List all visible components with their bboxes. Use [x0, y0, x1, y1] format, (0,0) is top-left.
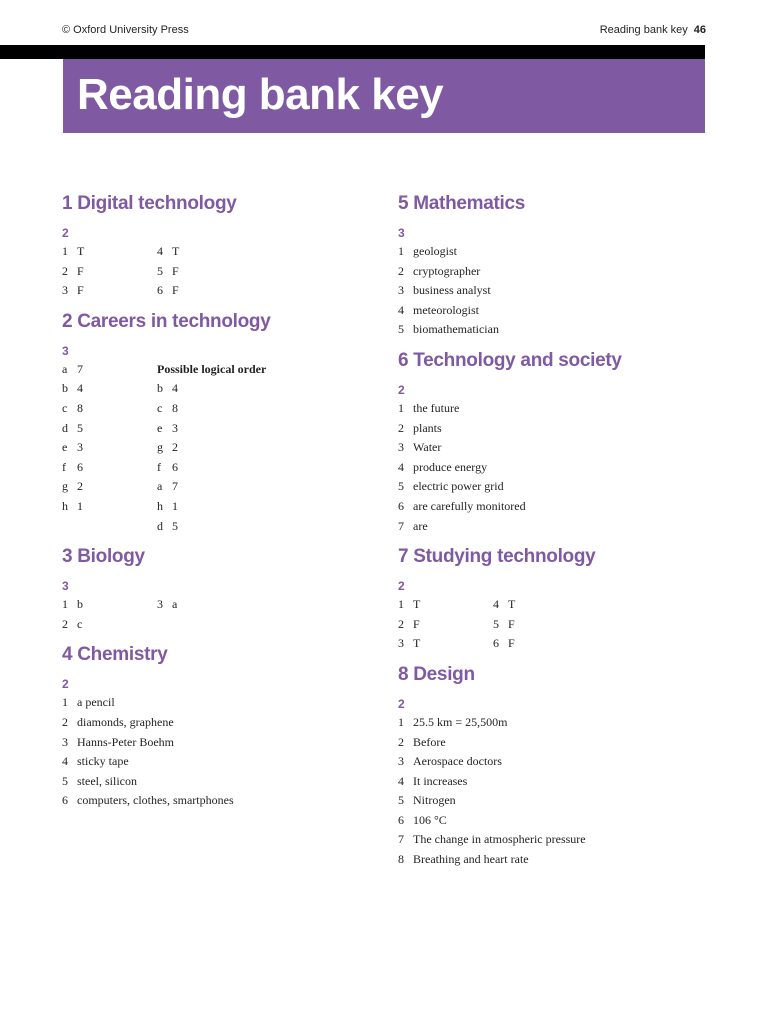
answer-text: Hanns-Peter Boehm: [77, 734, 174, 749]
answer-row: [62, 379, 362, 399]
item-number: 2: [62, 714, 68, 729]
answer-text: cryptographer: [413, 263, 481, 278]
copyright-notice: © Oxford University Press: [62, 24, 189, 36]
item-number: 5: [62, 773, 68, 788]
item-number: 1: [398, 714, 404, 729]
item-number: 3: [398, 283, 404, 298]
item-number: 1: [62, 244, 68, 258]
item-number: f: [62, 459, 66, 474]
answer-text: b: [77, 597, 83, 612]
answer-list: [398, 713, 698, 870]
answer-text: T: [172, 244, 180, 258]
order-heading: Possible logical order: [157, 361, 267, 376]
answer-text: meteorologist: [413, 302, 479, 317]
item-number: b: [157, 381, 163, 396]
second-column: [493, 595, 515, 615]
answer-text: T: [413, 636, 421, 651]
item-number: 6: [62, 793, 68, 808]
section-title: 7 Studying technology: [398, 546, 596, 568]
answer-text: 4: [77, 381, 83, 396]
exercise-number: 2: [62, 226, 69, 240]
answer-text: F: [508, 616, 515, 631]
answer-text: F: [77, 283, 84, 298]
answer-text: Nitrogen: [413, 793, 456, 808]
answer-text: 4: [172, 381, 178, 396]
answer-list: [62, 693, 362, 811]
answer-row: [62, 693, 362, 713]
section-studying-technology: [398, 546, 698, 654]
section-title: 2 Careers in technology: [62, 310, 271, 332]
answer-text: It increases: [413, 773, 468, 788]
exercise-number: 3: [62, 579, 69, 594]
section-digital-technology: [62, 193, 362, 301]
item-number: 4: [157, 244, 163, 258]
answer-text: diamonds, graphene: [77, 714, 174, 729]
answer-row: [62, 281, 362, 301]
item-number: b: [62, 381, 68, 396]
item-number: 4: [398, 773, 404, 788]
answer-row: [62, 458, 362, 478]
answer-text: 8: [77, 400, 83, 415]
second-column: [157, 419, 178, 439]
answer-row: [398, 772, 698, 792]
answer-text: steel, silicon: [77, 773, 137, 788]
answer-text: a pencil: [77, 695, 115, 710]
answer-text: a: [172, 597, 178, 612]
answer-text: 106 °C: [413, 812, 447, 827]
item-number: 2: [398, 263, 404, 278]
answer-text: geologist: [413, 244, 457, 258]
item-number: 5: [398, 322, 404, 337]
answer-row: [62, 733, 362, 753]
running-title: Reading bank key: [599, 24, 688, 36]
item-number: 4: [398, 302, 404, 317]
answer-row: [398, 595, 698, 615]
header-bar: [0, 45, 705, 59]
exercise-number: 2: [62, 677, 69, 692]
answer-row: [398, 262, 698, 282]
item-number: 6: [157, 283, 163, 298]
answer-text: 1: [77, 498, 83, 513]
answer-text: produce energy: [413, 459, 488, 474]
answer-text: F: [77, 263, 84, 278]
answer-list: [62, 595, 362, 634]
answer-text: 8: [172, 400, 178, 415]
answer-row: [398, 301, 698, 321]
item-number: e: [157, 420, 163, 435]
answer-text: F: [172, 263, 179, 278]
answer-text: computers, clothes, smartphones: [77, 793, 234, 808]
item-number: 1: [398, 597, 404, 612]
section-mathematics: [398, 193, 698, 340]
item-number: e: [62, 440, 68, 455]
answer-row: [62, 242, 362, 262]
second-column: [157, 497, 178, 517]
item-number: 6: [398, 498, 404, 513]
answer-text: F: [172, 283, 179, 298]
second-column: [157, 399, 178, 419]
answer-row: [398, 320, 698, 340]
answer-list: [398, 242, 698, 340]
item-number: g: [157, 440, 163, 455]
answer-text: 2: [77, 479, 83, 494]
answer-text: sticky tape: [77, 754, 129, 769]
answer-text: 7: [77, 361, 83, 376]
second-column: [493, 634, 515, 654]
answer-row: [62, 595, 362, 615]
answer-text: Before: [413, 734, 446, 749]
item-number: c: [62, 400, 68, 415]
answer-row: [398, 713, 698, 733]
item-number: h: [62, 498, 68, 513]
item-number: f: [157, 459, 161, 474]
item-number: a: [157, 479, 163, 494]
item-number: 4: [62, 754, 68, 769]
item-number: 3: [62, 734, 68, 749]
section-title: 8 Design: [398, 663, 475, 685]
item-number: 5: [398, 793, 404, 808]
item-number: 3: [398, 636, 404, 651]
answer-text: Breathing and heart rate: [413, 852, 529, 867]
item-number: 1: [398, 400, 404, 415]
item-number: c: [157, 400, 163, 415]
section-title: 4 Chemistry: [62, 644, 168, 666]
answer-row: [398, 752, 698, 772]
answer-text: The change in atmospheric pressure: [413, 832, 586, 847]
item-number: 1: [398, 244, 404, 258]
item-number: h: [157, 498, 163, 513]
left-column: [62, 193, 362, 821]
answer-list: [398, 399, 698, 536]
answer-row: [398, 634, 698, 654]
exercise-number: 3: [62, 343, 69, 358]
answer-row: [62, 752, 362, 772]
answer-row: [62, 262, 362, 282]
answer-text: T: [508, 597, 516, 612]
section-technology-and-society: [398, 350, 698, 536]
section-title: 3 Biology: [62, 546, 145, 568]
section-biology: [62, 546, 362, 634]
answer-row: [398, 615, 698, 635]
second-column: [157, 595, 177, 615]
answer-row: [398, 517, 698, 537]
answer-row: [62, 772, 362, 792]
section-design: [398, 664, 698, 870]
item-number: 3: [398, 754, 404, 769]
answer-text: 2: [172, 440, 178, 455]
item-number: 7: [398, 832, 404, 847]
second-column: [493, 615, 515, 635]
item-number: 2: [62, 616, 68, 631]
exercise-number: 3: [398, 226, 405, 240]
answer-text: are: [413, 518, 428, 533]
item-number: 8: [398, 852, 404, 867]
exercise-number: 2: [398, 382, 405, 397]
answer-row: [398, 477, 698, 497]
answer-row: [398, 811, 698, 831]
answer-row: [398, 850, 698, 870]
answer-text: T: [77, 244, 85, 258]
answer-list: [62, 360, 362, 536]
answer-text: 25.5 km = 25,500m: [413, 714, 508, 729]
answer-row: [398, 830, 698, 850]
exercise-number: 2: [398, 696, 405, 711]
answer-text: F: [508, 636, 515, 651]
second-column: [157, 281, 179, 301]
answer-text: 5: [172, 518, 178, 533]
item-number: 5: [398, 479, 404, 494]
answer-row: [398, 419, 698, 439]
answer-row: [398, 399, 698, 419]
answer-text: Aerospace doctors: [413, 754, 502, 769]
item-number: 5: [493, 616, 499, 631]
answer-text: business analyst: [413, 283, 491, 298]
answer-text: 6: [77, 459, 83, 474]
item-number: 4: [398, 459, 404, 474]
answer-text: T: [413, 597, 421, 612]
answer-text: biomathematician: [413, 322, 499, 337]
answer-row: [62, 438, 362, 458]
answer-row: [62, 791, 362, 811]
second-column: [157, 242, 179, 262]
item-number: 2: [398, 420, 404, 435]
item-number: d: [62, 420, 68, 435]
item-number: 6: [493, 636, 499, 651]
answer-text: electric power grid: [413, 479, 504, 494]
answer-text: 6: [172, 459, 178, 474]
item-number: 1: [62, 597, 68, 612]
item-number: 2: [62, 263, 68, 278]
answer-row: [398, 281, 698, 301]
answer-text: c: [77, 616, 83, 631]
answer-row: [62, 477, 362, 497]
answer-row: [398, 458, 698, 478]
section-title: 5 Mathematics: [398, 193, 526, 214]
answer-row: [62, 497, 362, 517]
item-number: 4: [493, 597, 499, 612]
answer-row: [62, 615, 362, 635]
running-header: [600, 24, 706, 36]
answer-text: Water: [413, 440, 442, 455]
second-column: [157, 438, 178, 458]
item-number: 3: [157, 597, 163, 612]
item-number: 6: [398, 812, 404, 827]
answer-list: [62, 242, 362, 301]
answer-text: the future: [413, 400, 460, 415]
item-number: 3: [62, 283, 68, 298]
item-number: 5: [157, 263, 163, 278]
second-column: [157, 517, 178, 537]
answer-row: [398, 438, 698, 458]
answer-row: [62, 713, 362, 733]
item-number: 1: [62, 695, 68, 710]
answer-text: 3: [77, 440, 83, 455]
second-column: [157, 262, 179, 282]
answer-text: 3: [172, 420, 178, 435]
answer-row: [62, 517, 362, 537]
answer-text: F: [413, 616, 420, 631]
answer-text: 5: [77, 420, 83, 435]
answer-row: [62, 419, 362, 439]
item-number: 2: [398, 616, 404, 631]
section-title: 1 Digital technology: [62, 193, 237, 214]
answer-row: [398, 791, 698, 811]
answer-text: 7: [172, 479, 178, 494]
item-number: 2: [398, 734, 404, 749]
title-band: [63, 59, 705, 133]
answer-text: plants: [413, 420, 442, 435]
page-number: 46: [693, 24, 706, 36]
answer-row: [398, 242, 698, 262]
answer-text: 1: [172, 498, 178, 513]
answer-row: [62, 399, 362, 419]
page-title: Reading bank key: [77, 70, 444, 119]
answer-row: [62, 360, 362, 380]
item-number: g: [62, 479, 68, 494]
item-number: 3: [398, 440, 404, 455]
section-careers-in-technology: [62, 311, 362, 536]
answer-row: [398, 733, 698, 753]
right-column: [398, 193, 698, 880]
item-number: d: [157, 518, 163, 533]
item-number: a: [62, 361, 68, 376]
answer-text: are carefully monitored: [413, 498, 526, 513]
answer-list: [398, 595, 698, 654]
second-column: [157, 477, 178, 497]
second-column: [157, 458, 178, 478]
section-chemistry: [62, 644, 362, 811]
section-title: 6 Technology and society: [398, 349, 622, 371]
item-number: 7: [398, 518, 404, 533]
answer-row: [398, 497, 698, 517]
exercise-number: 2: [398, 579, 405, 594]
second-column: [157, 379, 178, 399]
